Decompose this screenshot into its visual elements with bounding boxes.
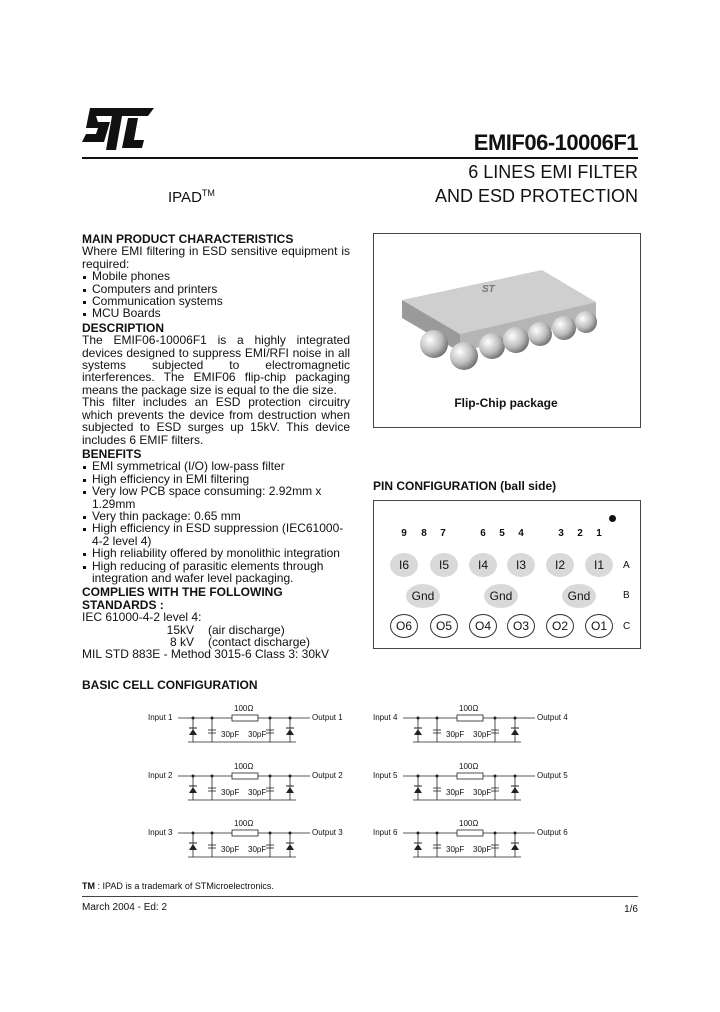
cell-output-label: Output 4 xyxy=(537,713,568,722)
row-label: B xyxy=(623,590,630,601)
ball-i3: I3 xyxy=(507,553,535,577)
ball-i2: I2 xyxy=(546,553,574,577)
header-rule xyxy=(82,157,638,159)
cell-schematic xyxy=(373,827,583,863)
description-para-2: This filter includes an ESD protection circuitry which prevents the device from destruction when subjected to ESD surges up 15kV. This device includes 6 EMIF filters. xyxy=(82,395,350,447)
ball-o3: O3 xyxy=(507,614,535,638)
cell-input-label: Input 4 xyxy=(373,713,398,722)
product-family-name: IPAD xyxy=(168,189,202,206)
column-number: 9 xyxy=(401,528,407,539)
list-item: Computers and printers xyxy=(82,283,350,295)
ball-i6: I6 xyxy=(390,553,418,577)
basic-cell-circuit xyxy=(148,819,358,863)
capacitor-label: 30pF xyxy=(248,845,267,854)
ball-i1: I1 xyxy=(585,553,613,577)
footer-rule xyxy=(82,896,638,897)
cell-output-label: Output 1 xyxy=(312,713,343,722)
st-logo xyxy=(82,108,154,150)
package-caption: Flip-Chip package xyxy=(454,396,558,410)
standard-condition: (contact discharge) xyxy=(208,635,311,649)
resistor-label: 100Ω xyxy=(459,704,479,713)
ball-gnd: Gnd xyxy=(406,584,440,608)
list-item: Communication systems xyxy=(82,295,350,307)
benefits-list xyxy=(82,460,350,584)
column-number: 5 xyxy=(499,528,505,539)
capacitor-label: 30pF xyxy=(473,788,492,797)
main-characteristics-heading: MAIN PRODUCT CHARACTERISTICS xyxy=(82,232,294,246)
resistor-label: 100Ω xyxy=(459,819,479,828)
row-label: A xyxy=(623,560,630,571)
cell-output-label: Output 6 xyxy=(537,828,568,837)
basic-cell-circuit xyxy=(148,762,358,806)
capacitor-label: 30pF xyxy=(248,788,267,797)
cell-input-label: Input 1 xyxy=(148,713,173,722)
cell-input-label: Input 2 xyxy=(148,771,173,780)
cell-schematic xyxy=(373,712,583,748)
resistor-label: 100Ω xyxy=(234,704,254,713)
subtitle-line-1: 6 LINES EMI FILTER xyxy=(468,162,638,182)
product-family xyxy=(168,188,215,206)
column-number: 7 xyxy=(440,528,446,539)
cell-input-label: Input 3 xyxy=(148,828,173,837)
list-item: Very low PCB space consuming: 2.92mm x 1.29mm xyxy=(82,485,350,510)
list-item: High reducing of parasitic elements through integration and wafer level packaging. xyxy=(82,560,350,585)
ball-o2: O2 xyxy=(546,614,574,638)
edition-date: March 2004 - Ed: 2 xyxy=(82,902,168,913)
capacitor-label: 30pF xyxy=(248,730,267,739)
capacitor-label: 30pF xyxy=(446,730,465,739)
trademark-sup: TM xyxy=(201,188,215,198)
capacitor-label: 30pF xyxy=(473,730,492,739)
description-para-1: The EMIF06-10006F1 is a highly integrated devices designed to suppress EMI/RFI noise in all systems subjected to electromagnetic interferences. The EMIF06 flip-chip packaging means the package size is equal to the die size. xyxy=(82,333,350,397)
mil-standard: MIL STD 883E - Method 3015-6 Class 3: 30kV xyxy=(82,647,330,662)
basic-cell-circuit xyxy=(148,704,358,748)
column-number: 6 xyxy=(480,528,486,539)
cell-schematic xyxy=(148,770,358,806)
iec-standard: IEC 61000-4-2 level 4: xyxy=(82,610,202,625)
list-item: High reliability offered by monolithic integration xyxy=(82,547,350,559)
column-number: 3 xyxy=(558,528,564,539)
cell-input-label: Input 6 xyxy=(373,828,398,837)
column-number: 8 xyxy=(421,528,427,539)
benefits-heading: BENEFITS xyxy=(82,446,142,461)
pin-one-marker xyxy=(609,515,616,522)
cell-output-label: Output 2 xyxy=(312,771,343,780)
row-label: C xyxy=(623,621,631,632)
basic-cell-heading: BASIC CELL CONFIGURATION xyxy=(82,678,258,692)
standard-value: 8 kV xyxy=(169,635,194,649)
ball-i5: I5 xyxy=(430,553,458,577)
subtitle-line-2: AND ESD PROTECTION xyxy=(434,186,638,206)
capacitor-label: 30pF xyxy=(221,845,240,854)
cell-output-label: Output 5 xyxy=(537,771,568,780)
part-number-title: EMIF06-10006F1 xyxy=(473,130,638,155)
cell-schematic xyxy=(148,712,358,748)
basic-cell-circuit xyxy=(373,762,583,806)
standard-value: 15kV xyxy=(166,622,194,637)
ball-o1: O1 xyxy=(585,614,613,638)
capacitor-label: 30pF xyxy=(221,788,240,797)
left-column xyxy=(82,233,350,661)
description-heading: DESCRIPTION xyxy=(82,320,165,335)
list-item: High efficiency in EMI filtering xyxy=(82,473,350,485)
basic-cell-circuit xyxy=(373,704,583,748)
list-item: Mobile phones xyxy=(82,270,350,282)
ball-gnd: Gnd xyxy=(484,584,518,608)
svg-text:ST: ST xyxy=(482,284,495,295)
trademark-note xyxy=(82,881,274,891)
list-item: EMI symmetrical (I/O) low-pass filter xyxy=(82,460,350,472)
basic-cell-circuit xyxy=(373,819,583,863)
ball-i4: I4 xyxy=(469,553,497,577)
application-list xyxy=(82,270,350,320)
ball-o6: O6 xyxy=(390,614,418,638)
capacitor-label: 30pF xyxy=(446,845,465,854)
cell-output-label: Output 3 xyxy=(312,828,343,837)
ball-gnd: Gnd xyxy=(562,584,596,608)
pin-config-heading: PIN CONFIGURATION (ball side) xyxy=(373,479,557,493)
list-item: Very thin package: 0.65 mm xyxy=(82,510,350,522)
cell-input-label: Input 5 xyxy=(373,771,398,780)
trademark-label: TM xyxy=(82,881,95,891)
ball-o5: O5 xyxy=(430,614,458,638)
list-item: High efficiency in ESD suppression (IEC61000-4-2 level 4) xyxy=(82,522,350,547)
capacitor-label: 30pF xyxy=(473,845,492,854)
page-number: 1/6 xyxy=(624,904,638,915)
resistor-label: 100Ω xyxy=(234,762,254,771)
cell-schematic xyxy=(373,770,583,806)
standard-condition: (air discharge) xyxy=(208,622,285,637)
list-item: MCU Boards xyxy=(82,307,350,319)
column-number: 2 xyxy=(577,528,583,539)
column-number: 4 xyxy=(518,528,524,539)
cell-schematic xyxy=(148,827,358,863)
column-number: 1 xyxy=(596,528,602,539)
ball-o4: O4 xyxy=(469,614,497,638)
trademark-text: : IPAD is a trademark of STMicroelectronics. xyxy=(97,881,274,891)
resistor-label: 100Ω xyxy=(459,762,479,771)
capacitor-label: 30pF xyxy=(446,788,465,797)
resistor-label: 100Ω xyxy=(234,819,254,828)
capacitor-label: 30pF xyxy=(221,730,240,739)
standards-heading: COMPLIES WITH THE FOLLOWING STANDARDS : xyxy=(82,585,283,612)
main-characteristics-intro: Where EMI filtering in ESD sensitive equipment is required: xyxy=(82,244,350,271)
